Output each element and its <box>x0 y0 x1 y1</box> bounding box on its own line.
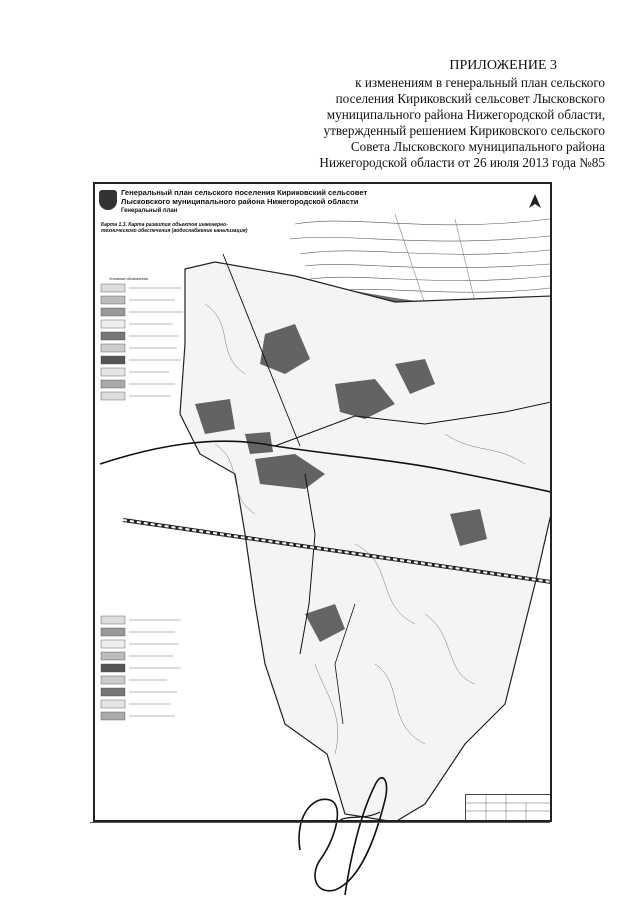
stamp-grid <box>466 795 552 821</box>
heading-line: муниципального района Нижегородской области, <box>326 107 605 122</box>
plan-label: Генеральный план <box>121 208 178 214</box>
heading-line: утвержденный решением Кириковского сельского <box>323 123 605 138</box>
legend-heading: Условные обозначения <box>109 277 148 281</box>
coat-of-arms-icon <box>99 190 117 210</box>
map-subtitle: Лысковского муниципального района Нижегородской области <box>121 197 359 206</box>
heading-line: к изменениям в генеральный план сельского <box>355 75 605 90</box>
map-title: Генеральный план сельского поселения Кириковский сельсовет <box>121 188 368 197</box>
settlement-boundary <box>180 262 551 822</box>
map-title-block <box>101 188 451 234</box>
map-caption: Карта 1.3. Карта развития объектов инженерно-технического обеспечения (водоснабжение канализация) <box>101 222 248 234</box>
heading-line: поселения Кириковский сельсовет Лысковского <box>335 91 605 106</box>
legend-bottom <box>101 616 181 720</box>
page-rule <box>90 822 550 823</box>
appendix-label: ПРИЛОЖЕНИЕ 3 <box>449 58 557 73</box>
settlement-map <box>95 184 552 822</box>
heading-line: Нижегородской области от 26 июля 2013 года №85 <box>319 155 605 170</box>
north-arrow-icon <box>529 194 541 208</box>
handwritten-signature <box>290 760 400 900</box>
legend-top <box>101 277 183 400</box>
heading-line: Совета Лысковского муниципального района <box>350 139 605 154</box>
map-sheet <box>93 182 552 822</box>
document-heading <box>300 58 605 171</box>
title-stamp-block <box>465 794 552 822</box>
